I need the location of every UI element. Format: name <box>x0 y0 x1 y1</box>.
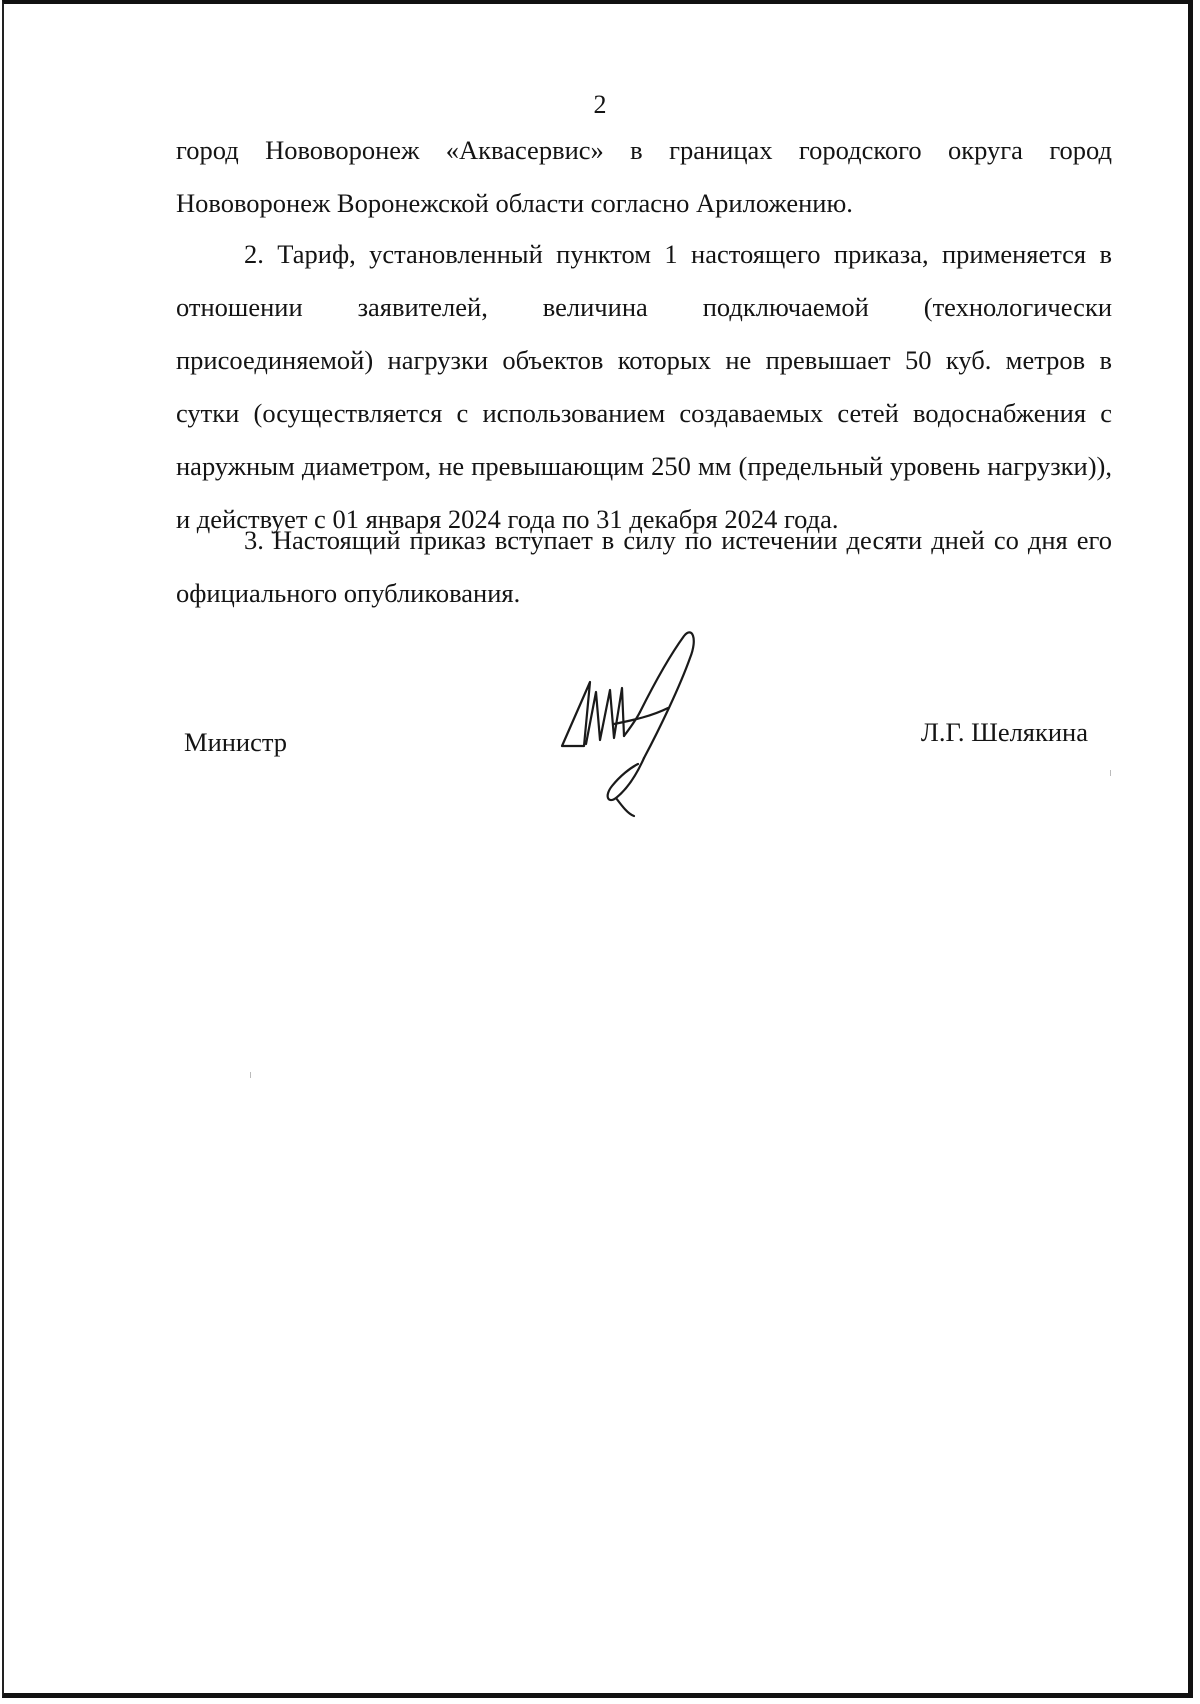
paragraph-3-text: 3. Настоящий приказ вступает в силу по истечении десяти дней со дня его официального опубликования. <box>176 525 1112 608</box>
paragraph-1-line-2: Нововоронеж Воронежской области согласно Ариложению. <box>176 188 853 218</box>
page-number: 2 <box>593 90 607 119</box>
signer-name: Л.Г. Шелякина <box>920 717 1088 747</box>
paragraph-2 <box>176 228 1112 546</box>
handwritten-signature-icon <box>556 628 726 818</box>
signer-position: Министр <box>184 727 288 757</box>
paragraph-1-continuation <box>176 124 1112 230</box>
scan-speck <box>250 1072 251 1078</box>
paragraph-1-line-1: город Нововоронеж «Аквасервис» в границах городского округа город <box>176 135 1112 165</box>
scan-speck <box>1110 770 1111 776</box>
paragraph-3 <box>176 514 1112 620</box>
paragraph-2-text: 2. Тариф, установленный пунктом 1 настоящего приказа, применяется в отношении заявителей, величина подключаемой (технологически присоединяемой) нагрузки объектов которых не превышает 50 куб. метров в сутки (осуществляется с использованием создаваемых сетей водоснабжения с наружным диаметром, не превышающим 250 мм (предельный уровень нагрузки)), и действует с 01 января 2024 года по 31 декабря 2024 года. <box>176 239 1112 534</box>
